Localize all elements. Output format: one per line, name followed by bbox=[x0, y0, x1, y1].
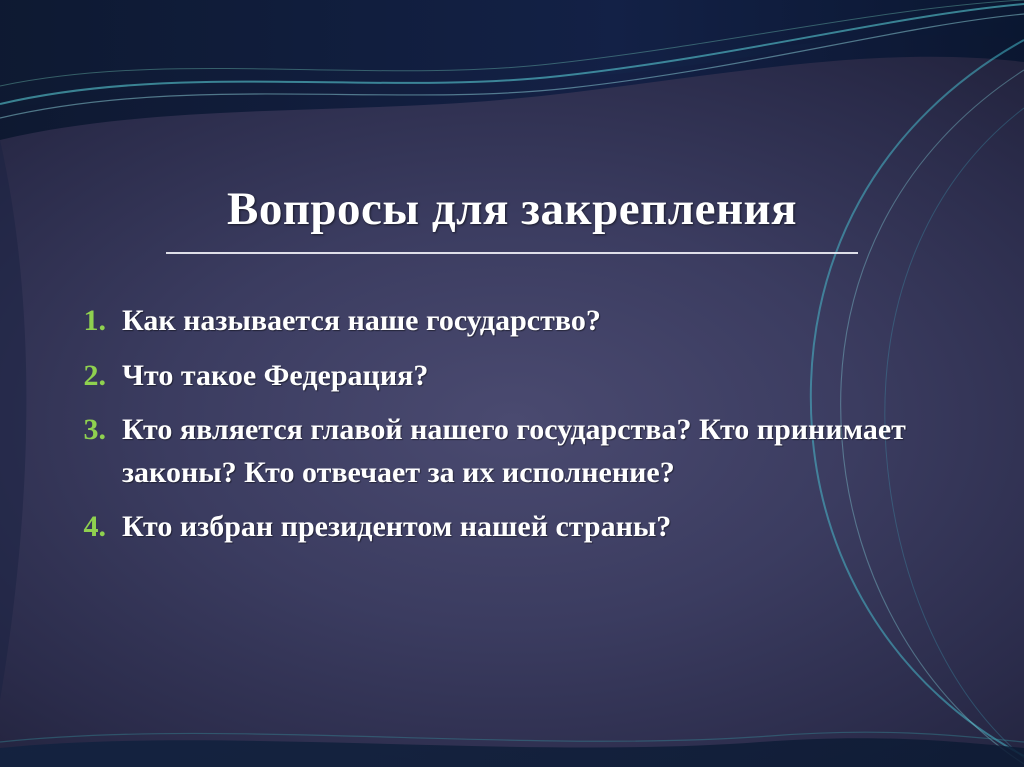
list-item-text: Как называется наше государство? bbox=[122, 304, 601, 337]
list-item-number: 3. bbox=[83, 413, 106, 447]
title-underline bbox=[166, 252, 858, 254]
list-item-text: Кто является главой нашего государства? Кто принимает законы? Кто отвечает за их исполнение? bbox=[122, 413, 906, 489]
list-item-text: Что такое Федерация? bbox=[122, 358, 429, 392]
list-item bbox=[60, 300, 960, 343]
questions-list bbox=[60, 300, 960, 561]
list-item bbox=[60, 506, 960, 549]
list-item bbox=[60, 409, 960, 494]
list-item-number: 4. bbox=[83, 510, 106, 544]
list-item-number: 1. bbox=[83, 304, 106, 337]
list-item-text: Кто избран президентом нашей страны? bbox=[122, 510, 672, 544]
list-item-number: 2. bbox=[83, 358, 106, 392]
page-title: Вопросы для закрепления bbox=[226, 183, 798, 235]
list-item bbox=[60, 355, 960, 398]
